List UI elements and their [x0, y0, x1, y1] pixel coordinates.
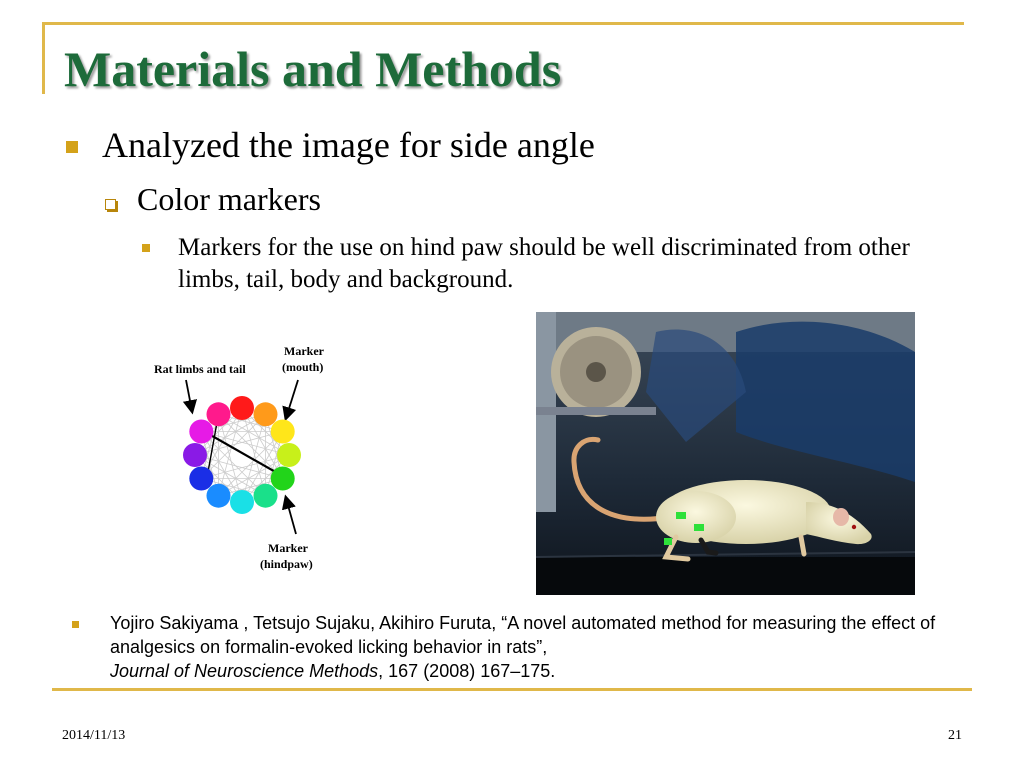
- reference-text: [110, 611, 940, 683]
- reference-journal: Journal of Neuroscience Methods: [110, 661, 379, 681]
- footer-date: 2014/11/13: [62, 728, 126, 743]
- frame-left-line: [42, 22, 45, 94]
- label-hindpaw-2: (hindpaw): [260, 557, 313, 571]
- page-number: 21: [948, 728, 962, 743]
- bullet-level2: Color markers: [137, 181, 321, 217]
- label-hindpaw-1: Marker: [268, 541, 308, 555]
- wheel-color-dot: [183, 443, 207, 467]
- arrow-mouth: [286, 380, 298, 418]
- wheel-color-dot: [207, 484, 231, 508]
- wheel-connector-lines: [195, 408, 289, 502]
- label-limbs: Rat limbs and tail: [154, 362, 246, 376]
- wheel-color-dot: [254, 484, 278, 508]
- color-wheel-figure: [150, 338, 350, 578]
- level1-bullet-icon: [66, 141, 78, 153]
- level3-bullet-icon: [142, 244, 150, 252]
- wheel-color-dot: [207, 402, 231, 426]
- wheel-color-dot: [189, 467, 213, 491]
- frame-bottom-line: [52, 688, 972, 691]
- frame-top-line: [42, 22, 964, 25]
- arrow-hindpaw: [286, 498, 296, 534]
- reference-details: , 167 (2008) 167–175.: [378, 661, 556, 681]
- bullet-level3: Markers for the use on hind paw should be well discriminated from other limbs, tail, body and background.: [178, 234, 910, 293]
- color-wheel-svg: [150, 338, 350, 578]
- wheel-color-dot: [230, 396, 254, 420]
- slide-title: Materials and Methods: [64, 41, 562, 97]
- label-mouth-2: (mouth): [282, 360, 324, 374]
- reference-authors: Yojiro Sakiyama , Tetsujo Sujaku, Akihiro Furuta, “A novel automated method for measuring the effect of analgesics on formalin-evoked licking behavior in rats”,: [110, 613, 936, 657]
- wheel-color-dot: [277, 443, 301, 467]
- arrow-limbs: [186, 380, 192, 411]
- label-mouth-1: Marker: [284, 344, 324, 358]
- wheel-dots: [183, 396, 301, 514]
- wheel-color-dot: [189, 420, 213, 444]
- bullet-level1: Analyzed the image for side angle: [102, 125, 595, 165]
- rat-photo-svg: [536, 312, 915, 595]
- wheel-color-dot: [271, 467, 295, 491]
- wheel-color-dot: [271, 420, 295, 444]
- wheel-color-dot: [230, 490, 254, 514]
- level2-checkbox-bullet-icon: [105, 199, 116, 210]
- wheel-color-dot: [254, 402, 278, 426]
- rat-photo: [536, 312, 915, 595]
- reference-bullet-icon: [72, 621, 79, 628]
